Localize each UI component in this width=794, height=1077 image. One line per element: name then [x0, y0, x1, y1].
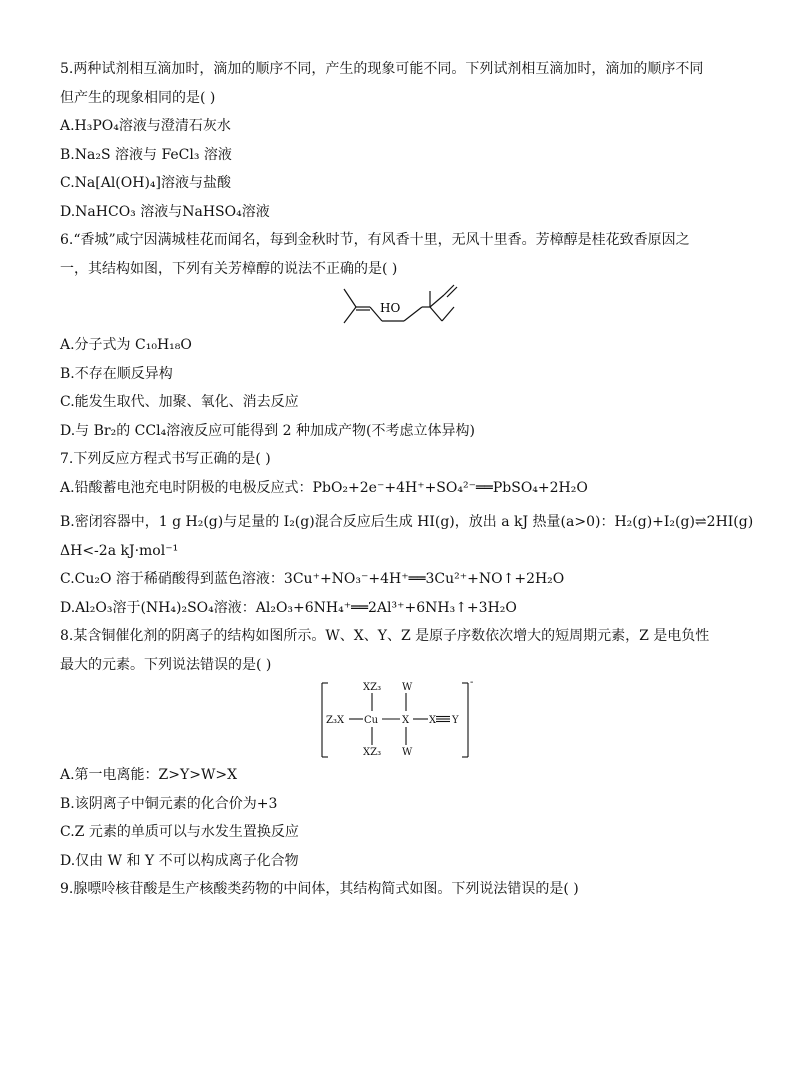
q8-stem-line2: 最大的元素。下列说法错误的是( ) [60, 656, 272, 673]
q6-stem-line1: 6.“香城”咸宁因满城桂花而闻名，每到金秋时节，有风香十里，无风十里香。芳樟醇是桂花致香原因之 [60, 232, 690, 248]
anion-structure-figure [60, 679, 740, 761]
q5-stem-line2: 但产生的现象相同的是( ) [60, 89, 216, 106]
q6-option-a: A.分子式为 C₁₀H₁₈O [60, 337, 192, 353]
linalool-skeletal-formula [60, 283, 740, 331]
q5-option-c: C.Na[Al(OH)₄]溶液与盐酸 [60, 175, 231, 191]
q8-option-b: B.该阴离子中铜元素的化合价为+3 [60, 795, 278, 812]
right-y: Y [452, 715, 459, 726]
q5-option-a: A.H₃PO₄溶液与澄清石灰水 [60, 118, 231, 134]
q6-option-b: B.不存在顺反异构 [60, 365, 173, 382]
q8-option-c: C.Z 元素的单质可以与水发生置换反应 [60, 824, 299, 840]
hydroxyl-label: HO [380, 301, 401, 315]
bottom-right-w: W [402, 747, 413, 758]
anion-charge: - [470, 679, 474, 688]
q7-option-d: D.Al₂O₃溶于(NH₄)₂SO₄溶液：Al₂O₃+6NH₄⁺══2Al³⁺+6NH₃↑+3H₂O [60, 599, 517, 616]
q8-stem-line1: 8.某含铜催化剂的阴离子的结构如图所示。W、X、Y、Z 是原子序数依次增大的短周期元素，Z 是电负性 [60, 628, 710, 644]
copper-anion-diagram [60, 679, 740, 761]
top-left-xz3: XZ₃ [363, 682, 382, 693]
linalool-structure-figure [60, 283, 740, 331]
top-right-w: W [402, 682, 413, 693]
bottom-left-xz3: XZ₃ [363, 747, 382, 758]
center-x: X [402, 715, 410, 726]
left-z3x: Z₃X [326, 715, 345, 726]
q7-option-a: A.铅酸蓄电池充电时阴极的电极反应式：PbO₂+2e⁻+4H⁺+SO₄²⁻══PbSO₄+2H₂O [60, 479, 588, 496]
q9-stem: 9.腺嘌呤核苷酸是生产核酸类药物的中间体，其结构简式如图。下列说法错误的是( ) [60, 881, 579, 897]
q6-stem-line2: 一，其结构如图，下列有关芳樟醇的说法不正确的是( ) [60, 260, 398, 277]
q7-option-b-line1: B.密闭容器中，1 g H₂(g)与足量的 I₂(g)混合反应后生成 HI(g)，放出 a kJ 热量(a>0)：H₂(g)+I₂(g)⇌2HI(g) [60, 514, 754, 530]
q6-option-d: D.与 Br₂的 CCl₄溶液反应可能得到 2 种加成产物(不考虑立体异构) [60, 422, 475, 439]
q8-option-d: D.仅由 W 和 Y 不可以构成离子化合物 [60, 852, 299, 869]
q5-stem-line1: 5.两种试剂相互滴加时，滴加的顺序不同，产生的现象可能不同。下列试剂相互滴加时，滴加的顺序不同 [60, 61, 704, 77]
q7-option-b-line2: ΔH<-2a kJ·mol⁻¹ [60, 542, 179, 559]
exam-page [60, 55, 754, 904]
q7-stem: 7.下列反应方程式书写正确的是( ) [60, 451, 271, 467]
q7-option-c: C.Cu₂O 溶于稀硝酸得到蓝色溶液：3Cu⁺+NO₃⁻+4H⁺══3Cu²⁺+NO↑+2H₂O [60, 571, 565, 587]
right-x: X [429, 715, 437, 726]
q6-option-c: C.能发生取代、加聚、氧化、消去反应 [60, 394, 299, 410]
q5-option-d: D.NaHCO₃ 溶液与NaHSO₄溶液 [60, 203, 270, 220]
q8-option-a: A.第一电离能：Z>Y>W>X [60, 767, 238, 783]
q5-option-b: B.Na₂S 溶液与 FeCl₃ 溶液 [60, 146, 232, 163]
center-cu: Cu [364, 715, 379, 726]
